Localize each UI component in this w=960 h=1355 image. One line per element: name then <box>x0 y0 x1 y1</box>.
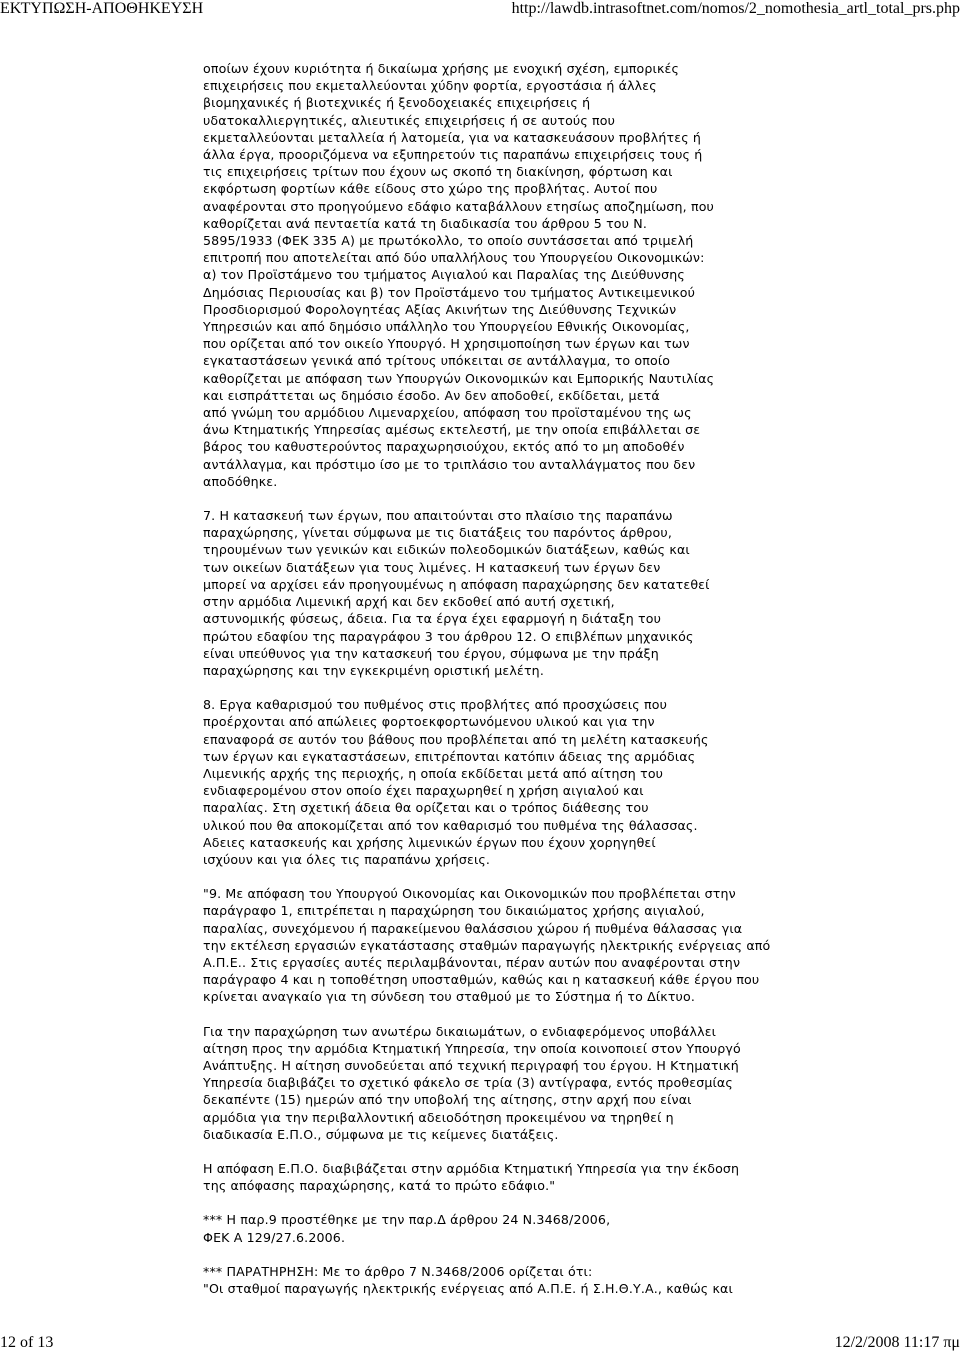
text-line: των οικείων διατάξεων για τους λιμένες. Η κατασκευή των έργων δεν <box>203 559 661 575</box>
text-line: από γνώμη του αρμόδιου Λιμεναρχείου, απόφαση του προϊσταμένου της ως <box>203 405 692 421</box>
text-line: τις επιχειρήσεις τρίτων που έχουν ως σκοπό τη διακίνηση, φόρτωση και <box>203 164 673 180</box>
text-line: *** ΠΑΡΑΤΗΡΗΣΗ: Με το άρθρο 7 Ν.3468/2006 ορίζεται ότι: <box>203 1263 593 1279</box>
paragraph-gap <box>203 679 823 696</box>
text-line: αναφέρονται στο προηγούμενο εδάφιο καταβάλλουν ετησίως αποζημίωση, που <box>203 198 714 214</box>
text-line: "Οι σταθμοί παραγωγής ηλεκτρικής ενέργειας από Α.Π.Ε. ή Σ.Η.Θ.Υ.Α., καθώς και <box>203 1281 733 1296</box>
paragraph-gap <box>203 868 823 885</box>
header-url: http://lawdb.intrasoftnet.com/nomos/2_nomothesia_artl_total_prs.php <box>511 0 960 17</box>
paragraph-gap <box>203 1006 823 1023</box>
text-line: Προσδιορισμού Φορολογητέας Αξίας Ακινήτων της Διεύθυνσης Τεχνικών <box>203 301 677 317</box>
text-line: βιομηχανικές ή βιοτεχνικές ή ξενοδοχειακές επιχειρήσεις ή <box>203 95 591 111</box>
text-line: α) τον Προϊστάμενο του τμήματος Αιγιαλού και Παραλίας της Διεύθυνσης <box>203 267 685 283</box>
text-line: στην αρμόδια Λιμενική αρχή και δεν εκδοθεί από αυτή σχετική, <box>203 594 615 610</box>
text-line: άνω Κτηματικής Υπηρεσίας αμέσως εκτελεστή, με την οποία επιβάλλεται σε <box>203 422 701 438</box>
paragraph-epo-decision <box>203 1160 823 1194</box>
text-line: καθορίζεται με απόφαση των Υπουργών Οικονομικών και Εμπορικής Ναυτιλίας <box>203 370 715 386</box>
text-line: δεκαπέντε (15) ημερών από την υποβολή της αίτησης, στην αρχή που είναι <box>203 1092 692 1108</box>
paragraph-gap <box>203 1143 823 1160</box>
text-line: εγκαταστάσεων γενικά από τρίτους υπόκειται σε αντάλλαγμα, το οποίο <box>203 353 671 369</box>
text-line: Αδειες κατασκευής και χρήσης λιμενικών έργων που έχουν χορηγηθεί <box>203 834 656 850</box>
print-footer <box>0 1334 960 1354</box>
text-line: κρίνεται αναγκαίο για τη σύνδεση του σταθμού με το Σύστημα ή το Δίκτυο. <box>203 989 695 1005</box>
text-line: οποίων έχουν κυριότητα ή δικαίωμα χρήσης με ενοχική σχέση, εμπορικές <box>203 61 680 76</box>
text-line: Δημόσιας Περιουσίας και β) τον Προϊστάμενο του τμήματος Αντικειμενικού <box>203 284 696 300</box>
note-amendment <box>203 1211 823 1245</box>
text-line: παραλίας. Στη σχετική άδεια θα ορίζεται και ο τρόπος διάθεσης του <box>203 800 649 816</box>
text-line: και εισπράττεται ως δημόσιο έσοδο. Αν δεν αποδοθεί, εκδίδεται, μετά <box>203 387 660 403</box>
text-line: 5895/1933 (ΦΕΚ 335 Α) με πρωτόκολλο, το οποίο συντάσσεται από τριμελή <box>203 233 694 249</box>
text-line: Υπηρεσία διαβιβάζει το σχετικό φάκελο σε τρία (3) αντίγραφα, εντός προθεσμίας <box>203 1075 733 1091</box>
print-header <box>0 0 960 20</box>
paragraph-8 <box>203 696 823 868</box>
text-line: εκμεταλλεύονται μεταλλεία ή λατομεία, για να κατασκευάσουν προβλήτες ή <box>203 129 702 145</box>
text-line: *** Η παρ.9 προστέθηκε με την παρ.Δ άρθρου 24 Ν.3468/2006, <box>203 1212 611 1228</box>
text-line: βάρος του καθυστερούντος παραχωρησιούχου, εκτός από το μη αποδοθέν <box>203 439 685 455</box>
text-line: Α.Π.Ε.. Στις εργασίες αυτές περιλαμβάνονται, πέραν αυτών που αναφέρονται στην <box>203 954 741 970</box>
text-line: τηρουμένων των γενικών και ειδικών πολεοδομικών διατάξεων, καθώς και <box>203 542 690 558</box>
paragraph-gap <box>203 1246 823 1263</box>
text-line: αίτηση προς την αρμόδια Κτηματική Υπηρεσία, την οποία κοινοποιεί στον Υπουργό <box>203 1040 741 1056</box>
text-line: παραχώρησης και την εγκεκριμένη οριστική μελέτη. <box>203 662 544 678</box>
text-line: προέρχονται από απώλειες φορτοεκφορτωνόμενου υλικού και για την <box>203 714 655 730</box>
text-line: ενδιαφερομένου στον οποίο έχει παραχωρηθεί η χρήση αιγιαλού και <box>203 783 644 799</box>
text-line: υδατοκαλλιεργητικές, αλιευτικές επιχειρήσεις ή σε αυτούς που <box>203 112 616 128</box>
paragraph-9 <box>203 885 823 1005</box>
header-title: ΕΚΤΥΠΩΣΗ-ΑΠΟΘΗΚΕΥΣΗ <box>0 0 204 17</box>
text-line: επιχειρήσεις που εκμεταλλεύονται χύδην φορτία, εργοστάσια ή άλλες <box>203 78 657 94</box>
print-datetime: 12/2/2008 11:17 πμ <box>834 1334 960 1351</box>
page-number: 12 of 13 <box>0 1334 54 1351</box>
text-line: καθορίζεται ανά πενταετία κατά τη διαδικασία του άρθρου 5 του Ν. <box>203 215 647 231</box>
text-line: Υπηρεσιών και από δημόσιο υπάλληλο του Υπουργείου Εθνικής Οικονομίας, <box>203 319 690 335</box>
text-line: πρώτου εδαφίου της παραγράφου 3 του άρθρου 12. Ο επιβλέπων μηχανικός <box>203 628 694 644</box>
paragraph-application <box>203 1023 823 1143</box>
text-line: 7. Η κατασκευή των έργων, που απαιτούνται στο πλαίσιο της παραπάνω <box>203 508 673 524</box>
paragraph-gap <box>203 490 823 507</box>
note-observation <box>203 1263 823 1297</box>
paragraph-7 <box>203 507 823 679</box>
text-line: Λιμενικής αρχής της περιοχής, η οποία εκδίδεται μετά από αίτηση του <box>203 765 664 781</box>
text-line: διαδικασία Ε.Π.Ο., σύμφωνα με τις κείμενες διατάξεις. <box>203 1126 559 1142</box>
text-line: ΦΕΚ Α 129/27.6.2006. <box>203 1229 346 1245</box>
text-line: αστυνομικής φύσεως, άδεια. Για τα έργα έχει εφαρμογή η διάταξη του <box>203 611 662 627</box>
text-line: παράγραφο 4 και η τοποθέτηση υποσταθμών, καθώς και η κατασκευή κάθε έργου που <box>203 972 760 988</box>
text-line: άλλα έργα, προοριζόμενα να εξυπηρετούν τις παραπάνω επιχειρήσεις τους ή <box>203 147 703 163</box>
text-line: της απόφασης παραχώρησης, κατά το πρώτο εδάφιο." <box>203 1178 556 1194</box>
text-line: Η απόφαση Ε.Π.Ο. διαβιβάζεται στην αρμόδια Κτηματική Υπηρεσία για την έκδοση <box>203 1160 740 1176</box>
text-line: που ορίζεται από τον οικείο Υπουργό. Η χρησιμοποίηση των έργων και των <box>203 336 690 352</box>
text-line: παράγραφο 1, επιτρέπεται η παραχώρηση του δικαιώματος χρήσης αιγιαλού, <box>203 903 705 919</box>
text-line: αποδόθηκε. <box>203 473 278 489</box>
text-line: επαναφορά σε αυτόν του βάθους που προβλέπεται από τη μελέτη κατασκευής <box>203 731 709 747</box>
text-line: την εκτέλεση εργασιών εγκατάστασης σταθμών παραγωγής ηλεκτρικής ενέργειας από <box>203 937 771 953</box>
text-line: αντάλλαγμα, και πρόστιμο ίσο με το τριπλάσιο του ανταλλάγματος που δεν <box>203 456 696 472</box>
text-line: είναι υπεύθυνος για την κατασκευή του έργου, σύμφωνα με την πράξη <box>203 645 659 661</box>
text-line: υλικού που θα αποκομίζεται από τον καθαρισμό του πυθμένα της θάλασσας. <box>203 817 698 833</box>
text-line: παραλίας, συνεχόμενου ή παρακείμενου θαλάσσιου χώρου ή πυθμένα θάλασσας για <box>203 920 743 936</box>
text-line: Για την παραχώρηση των ανωτέρω δικαιωμάτων, ο ενδιαφερόμενος υποβάλλει <box>203 1023 717 1039</box>
text-line: επιτροπή που αποτελείται από δύο υπαλλήλους του Υπουργείου Οικονομικών: <box>203 250 705 266</box>
document-body <box>203 60 823 1297</box>
text-line: των έργων και εγκαταστάσεων, επιτρέπονται κατόπιν άδειας της αρμόδιας <box>203 748 696 764</box>
text-line: μπορεί να αρχίσει εάν προηγουμένως η απόφαση παραχώρησης δεν κατατεθεί <box>203 576 710 592</box>
text-line: εκφόρτωση φορτίων κάθε είδους στο χώρο της προβλήτας. Αυτοί που <box>203 181 658 197</box>
paragraph-concession-terms <box>203 60 823 490</box>
paragraph-gap <box>203 1194 823 1211</box>
text-line: Ανάπτυξης. Η αίτηση συνοδεύεται από τεχνική περιγραφή του έργου. Η Κτηματική <box>203 1057 739 1073</box>
text-line: παραχώρησης, γίνεται σύμφωνα με τις διατάξεις του παρόντος άρθρου, <box>203 525 672 541</box>
text-line: 8. Εργα καθαρισμού του πυθμένος στις προβλήτες από προσχώσεις που <box>203 697 668 713</box>
text-line: "9. Με απόφαση του Υπουργού Οικονομίας και Οικονομικών που προβλέπεται στην <box>203 886 736 902</box>
text-line: ισχύουν και για όλες τις παραπάνω χρήσεις. <box>203 851 491 867</box>
text-line: αρμόδια για την περιβαλλοντική αδειοδότηση προκειμένου να τηρηθεί η <box>203 1109 674 1125</box>
